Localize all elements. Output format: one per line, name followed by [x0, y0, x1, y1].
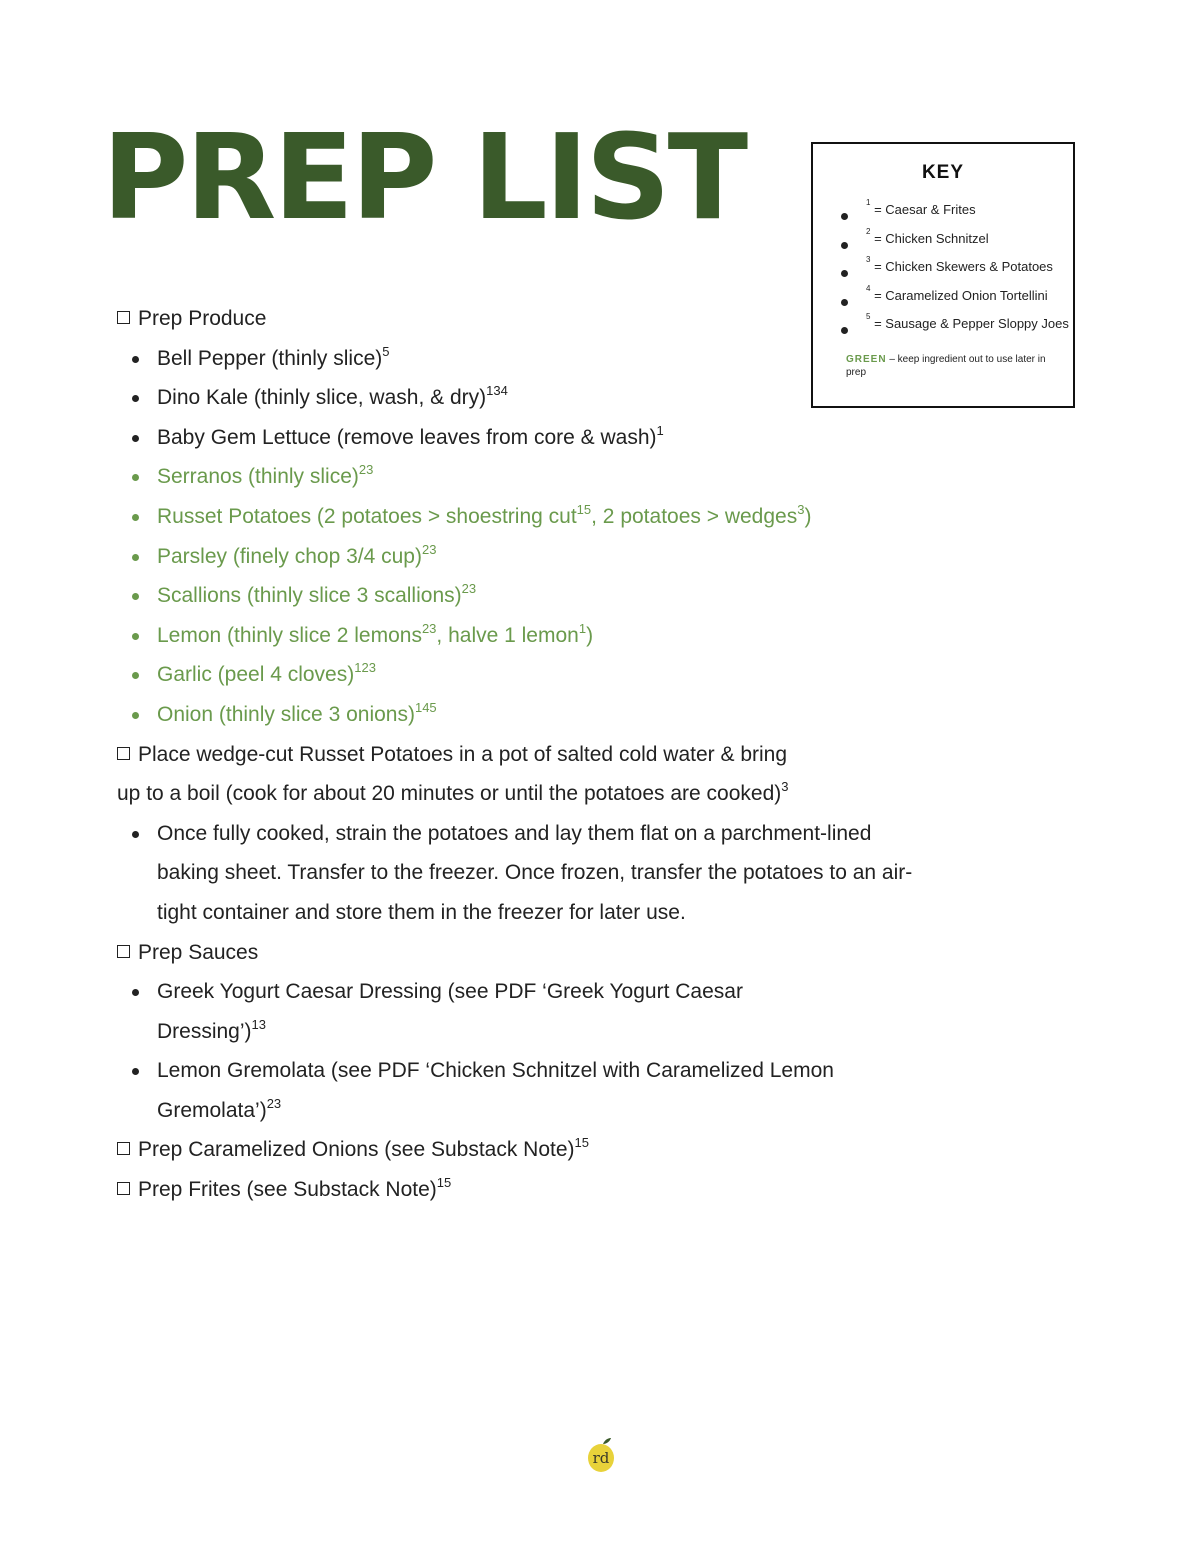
- key-item: $^2$ = Chicken Schnitzel: [826, 225, 1073, 254]
- produce-list: [117, 339, 947, 735]
- list-item: Lemon (thinly slice 2 lemons$^{23}$, halve 1 lemon$^1$): [117, 616, 947, 656]
- list-item: Dino Kale (thinly slice, wash, & dry)$^{134}$: [117, 378, 947, 418]
- task-caramelized-onions: Prep Caramelized Onions (see Substack Note)$^{15}$: [117, 1130, 947, 1170]
- list-item: Onion (thinly slice 3 onions)$^{145}$: [117, 695, 947, 735]
- key-item: $^3$ = Chicken Skewers & Potatoes: [826, 253, 1073, 282]
- checkbox-icon[interactable]: [117, 311, 130, 324]
- prep-list: [117, 299, 947, 1210]
- task-prep-produce: Prep Produce: [117, 299, 947, 339]
- checkbox-icon[interactable]: [117, 747, 130, 760]
- key-item: $^5$ = Sausage & Pepper Sloppy Joes: [826, 310, 1073, 339]
- task-frites: Prep Frites (see Substack Note)$^{15}$: [117, 1170, 947, 1210]
- list-item: Garlic (peel 4 cloves)$^{123}$: [117, 655, 947, 695]
- key-note: GREEN – keep ingredient out to use later in prep: [846, 353, 1046, 378]
- list-item: Bell Pepper (thinly slice)$^5$: [117, 339, 947, 379]
- key-heading: KEY: [921, 162, 965, 183]
- page-title: PREP LIST: [102, 108, 746, 246]
- logo-text: rd: [592, 1449, 610, 1467]
- list-item: Serranos (thinly slice)$^{23}$: [117, 457, 947, 497]
- key-item: $^1$ = Caesar & Frites: [826, 196, 1073, 225]
- checkbox-icon[interactable]: [117, 945, 130, 958]
- list-item: Lemon Gremolata (see PDF ‘Chicken Schnitzel with Caramelized Lemon Gremolata’)$^{23}$: [117, 1051, 882, 1130]
- sauces-list: [117, 972, 947, 1130]
- list-item: Parsley (finely chop 3/4 cup)$^{23}$: [117, 537, 947, 577]
- task-potatoes: Place wedge-cut Russet Potatoes in a pot of salted cold water & bring: [117, 735, 947, 775]
- list-item: Russet Potatoes (2 potatoes > shoestring cut$^{15}$, 2 potatoes > wedges$^3$): [117, 497, 947, 537]
- list-item: Once fully cooked, strain the potatoes and lay them flat on a parchment-lined baking sheet. Transfer to the freezer. Once frozen, transfer the potatoes to an air-tight container and store them in the freezer for later use.: [117, 814, 937, 933]
- list-item: Scallions (thinly slice 3 scallions)$^{23}$: [117, 576, 947, 616]
- task-prep-sauces: Prep Sauces: [117, 933, 947, 973]
- list-item: Baby Gem Lettuce (remove leaves from core & wash)$^1$: [117, 418, 947, 458]
- key-item: $^4$ = Caramelized Onion Tortellini: [826, 282, 1073, 311]
- checkbox-icon[interactable]: [117, 1182, 130, 1195]
- lemon-logo-icon: [584, 1436, 618, 1474]
- checkbox-icon[interactable]: [117, 1142, 130, 1155]
- task-potatoes-cont: up to a boil (cook for about 20 minutes or until the potatoes are cooked)$^3$: [117, 779, 789, 806]
- list-item: Greek Yogurt Caesar Dressing (see PDF ‘Greek Yogurt Caesar Dressing’)$^{13}$: [117, 972, 857, 1051]
- potatoes-detail: [117, 814, 947, 933]
